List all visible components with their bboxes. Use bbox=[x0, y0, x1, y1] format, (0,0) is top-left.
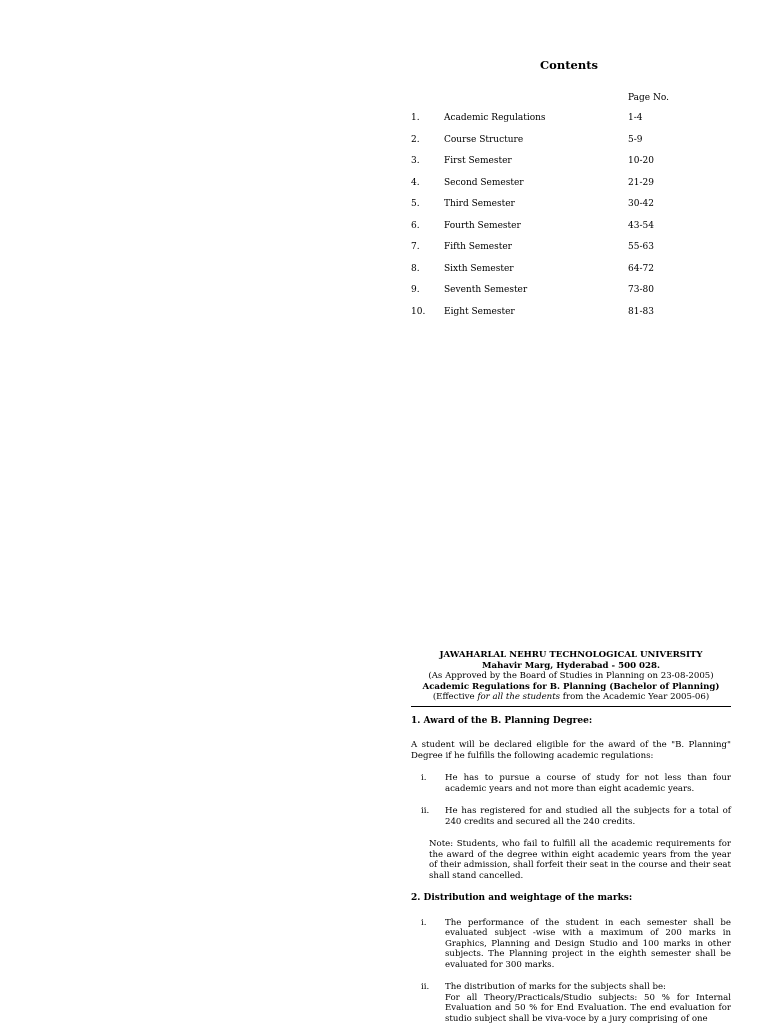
list-marker: ii. bbox=[421, 806, 430, 816]
toc-pages: 1-4 bbox=[628, 113, 643, 123]
toc-title: Seventh Semester bbox=[444, 285, 528, 295]
list-marker: i. bbox=[421, 773, 427, 783]
note-paragraph: Note: Students, who fail to fulfill all the academic requirements for the award of the degree within eight academic years from the year of their admission, shall forfeit their seat in the course and their seat shall stand cancelled. bbox=[429, 839, 731, 881]
list-text-line: The distribution of marks for the subjects shall be: bbox=[445, 982, 666, 992]
effective-prefix: (Effective bbox=[432, 692, 478, 702]
toc-number: 10. bbox=[411, 306, 426, 317]
list-marker: i. bbox=[421, 917, 427, 928]
toc-title: Eight Semester bbox=[444, 306, 515, 317]
toc-number: 2. bbox=[411, 134, 420, 145]
list-marker: ii. bbox=[421, 982, 430, 992]
toc-number: 8. bbox=[411, 263, 420, 274]
toc-title: Fifth Semester bbox=[444, 242, 512, 252]
section-heading: 2. Distribution and weightage of the marks: bbox=[411, 893, 633, 903]
toc-number: 1. bbox=[411, 113, 420, 123]
toc-pages: 21-29 bbox=[628, 177, 654, 188]
toc-title: Fourth Semester bbox=[444, 220, 521, 231]
list-text: He has registered for and studied all the subjects for a total of 240 credits and secured all the 240 credits. bbox=[445, 806, 731, 827]
toc-number: 5. bbox=[411, 199, 420, 209]
divider bbox=[411, 706, 731, 707]
toc-title: Third Semester bbox=[444, 199, 515, 209]
toc-row bbox=[411, 113, 711, 135]
academic-regulations bbox=[411, 650, 731, 1036]
toc-row bbox=[411, 156, 711, 178]
toc-number: 3. bbox=[411, 156, 420, 166]
toc-pages: 5-9 bbox=[628, 134, 643, 145]
toc-title: Sixth Semester bbox=[444, 263, 514, 274]
toc-title: Second Semester bbox=[444, 177, 524, 188]
toc-row bbox=[411, 135, 711, 157]
toc-row bbox=[411, 221, 711, 243]
list-item bbox=[411, 806, 731, 827]
approval-note: (As Approved by the Board of Studies in Planning on 23-08-2005) bbox=[428, 671, 714, 681]
toc-pages: 43-54 bbox=[628, 220, 654, 231]
toc-row bbox=[411, 242, 711, 264]
toc-title: Academic Regulations bbox=[444, 113, 546, 123]
toc-number: 9. bbox=[411, 285, 420, 295]
list-item bbox=[411, 982, 731, 1024]
table-of-contents bbox=[411, 113, 711, 328]
effective-note bbox=[411, 692, 731, 703]
toc-row bbox=[411, 307, 711, 329]
toc-pages: 73-80 bbox=[628, 285, 654, 295]
toc-title: Course Structure bbox=[444, 134, 524, 145]
list-text: He has to pursue a course of study for not less than four academic years and not more than eight academic years. bbox=[445, 773, 731, 794]
toc-pages: 30-42 bbox=[628, 199, 654, 209]
toc-pages: 64-72 bbox=[628, 263, 654, 274]
contents-title: Contents bbox=[540, 58, 598, 72]
toc-number: 6. bbox=[411, 220, 420, 231]
toc-number: 4. bbox=[411, 177, 420, 188]
list-item bbox=[411, 918, 731, 971]
university-address: Mahavir Marg, Hyderabad - 500 028. bbox=[482, 660, 660, 671]
document-title: Academic Regulations for B. Planning (Bachelor of Planning) bbox=[422, 681, 720, 692]
page-no-header: Page No. bbox=[628, 93, 669, 103]
toc-row bbox=[411, 264, 711, 286]
list-text: The performance of the student in each semester shall be evaluated subject -wise with a maximum of 200 marks in Graphics, Planning and Design Studio and 100 marks in other subjects. The Planning project in the eighth semester shall be evaluated for 300 marks. bbox=[445, 917, 731, 970]
section-intro: A student will be declared eligible for the award of the "B. Planning" Degree if he fulfills the following academic regulations: bbox=[411, 740, 731, 761]
toc-pages: 10-20 bbox=[628, 156, 654, 166]
toc-pages: 81-83 bbox=[628, 306, 654, 317]
section-heading: 1. Award of the B. Planning Degree: bbox=[411, 715, 593, 726]
list-text: For all Theory/Practicals/Studio subjects: 50 % for Internal Evaluation and 50 % for End Evaluation. The end evaluation for studio subject shall be viva-voce by a jury comprising of one bbox=[445, 992, 731, 1024]
toc-row bbox=[411, 285, 711, 307]
effective-suffix: from the Academic Year 2005-06) bbox=[560, 692, 710, 702]
effective-italic: for all the students bbox=[477, 692, 561, 702]
toc-row bbox=[411, 178, 711, 200]
university-name: JAWAHARLAL NEHRU TECHNOLOGICAL UNIVERSITY bbox=[439, 650, 703, 660]
toc-number: 7. bbox=[411, 242, 420, 252]
toc-pages: 55-63 bbox=[628, 242, 654, 252]
toc-title: First Semester bbox=[444, 156, 512, 166]
list-item bbox=[411, 773, 731, 794]
toc-row bbox=[411, 199, 711, 221]
